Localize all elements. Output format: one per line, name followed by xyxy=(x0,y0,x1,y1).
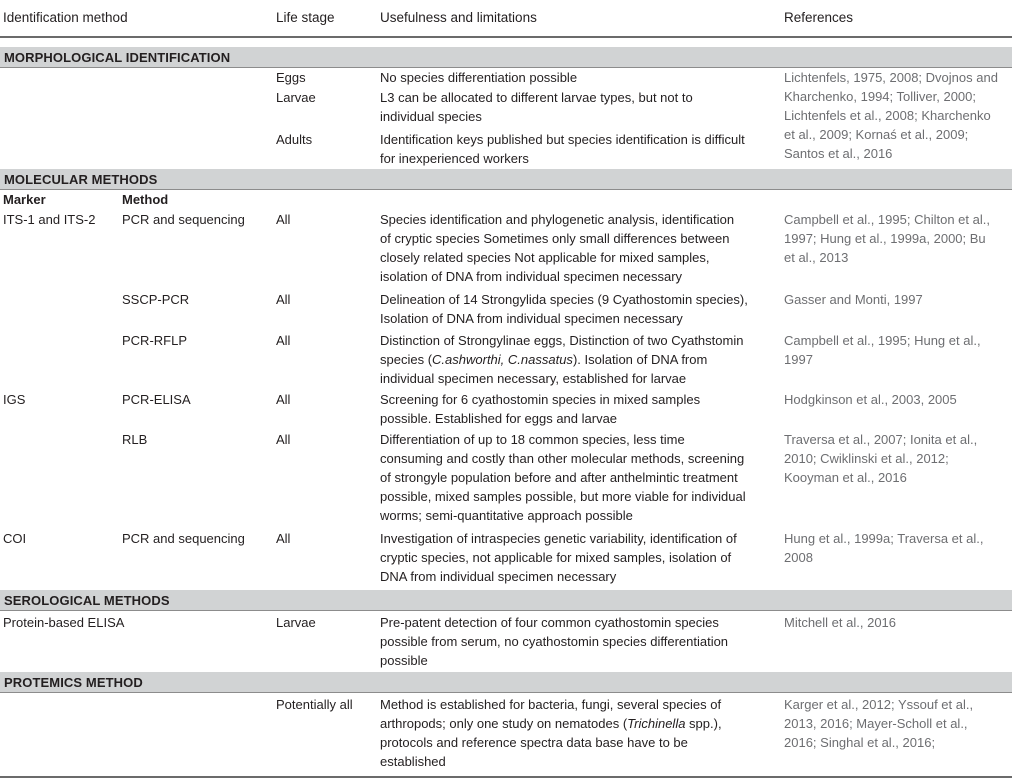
header-rule xyxy=(0,36,1012,38)
ref-its xyxy=(784,210,990,267)
section-rule xyxy=(0,692,1012,693)
stage-all: All xyxy=(276,292,291,307)
section-morphological xyxy=(0,47,1012,67)
method-pcr-seq: PCR and sequencing xyxy=(122,531,245,546)
use-adults-line: Identification keys published but species identification is difficult xyxy=(380,132,745,147)
ref-line: Hodgkinson et al., 2003, 2005 xyxy=(784,392,957,407)
section-molecular-label: MOLECULAR METHODS xyxy=(4,172,158,187)
use-text: ). Isolation of DNA from xyxy=(572,352,708,367)
stage-potentially-all: Potentially all xyxy=(276,697,353,712)
use-line: closely related species Not applicable for mixed samples, xyxy=(380,250,710,265)
use-proteomics xyxy=(380,695,722,771)
section-serological-label: SEROLOGICAL METHODS xyxy=(4,593,170,608)
marker-its: ITS-1 and ITS-2 xyxy=(3,212,96,227)
ref-line: 2016; Singhal et al., 2016; xyxy=(784,735,936,750)
use-line: Method is established for bacteria, fungi, several species of xyxy=(380,697,722,712)
subheader-marker: Marker xyxy=(3,192,46,207)
use-line: Delineation of 14 Strongylida species (9 Cyathostomin species), xyxy=(380,292,748,307)
use-line: Pre-patent detection of four common cyathostomin species xyxy=(380,615,719,630)
ref-line: Karger et al., 2012; Yssouf et al., xyxy=(784,697,974,712)
section-proteomics xyxy=(0,672,1012,692)
stage-all: All xyxy=(276,212,291,227)
use-larvae xyxy=(380,88,693,126)
use-line: cryptic species, not applicable for mixed samples, isolation of xyxy=(380,550,732,565)
section-proteomics-label: PROTEMICS METHOD xyxy=(4,675,143,690)
use-larvae-line: individual species xyxy=(380,109,482,124)
ref-line: Traversa et al., 2007; Ionita et al., xyxy=(784,432,978,447)
header-usefulness: Usefulness and limitations xyxy=(380,10,537,25)
method-sscp: SSCP-PCR xyxy=(122,292,190,307)
ref-coi xyxy=(784,529,983,567)
use-line: worms; semi-quantitative approach possible xyxy=(380,508,633,523)
use-serological xyxy=(380,613,728,670)
stage-larvae: Larvae xyxy=(276,615,316,630)
header-identification-method: Identification method xyxy=(3,10,128,25)
use-pcr-elisa xyxy=(380,390,700,428)
use-line: DNA from individual specimen necessary xyxy=(380,569,617,584)
ref-morphological xyxy=(784,68,998,163)
stage-adults: Adults xyxy=(276,132,313,147)
ref-proteomics xyxy=(784,695,973,752)
use-line: possible xyxy=(380,653,428,668)
stage-all: All xyxy=(276,333,291,348)
ref-line: Gasser and Monti, 1997 xyxy=(784,292,923,307)
use-line: possible. Established for eggs and larvae xyxy=(380,411,618,426)
method-rlb: RLB xyxy=(122,432,148,447)
ref-line: Santos et al., 2016 xyxy=(784,146,893,161)
use-pcr-rflp xyxy=(380,331,743,388)
ref-line: et al., 2009; Kornaś et al., 2009; xyxy=(784,127,969,142)
use-line: Distinction of Strongylinae eggs, Distinction of two Cyathstomin xyxy=(380,333,744,348)
use-text: species ( xyxy=(380,352,433,367)
stage-larvae: Larvae xyxy=(276,90,316,105)
stage-all: All xyxy=(276,392,291,407)
subheader-method: Method xyxy=(122,192,169,207)
ref-line: Kharchenko, 1994; Tolliver, 2000; xyxy=(784,89,977,104)
use-line: protocols and reference spectra data base have to be xyxy=(380,735,688,750)
ref-line: Mitchell et al., 2016 xyxy=(784,615,897,630)
ref-line: 2008 xyxy=(784,550,813,565)
use-line xyxy=(380,350,743,369)
marker-coi: COI xyxy=(3,531,27,546)
use-adults-line: for inexperienced workers xyxy=(380,151,529,166)
use-adults xyxy=(380,130,745,168)
ref-line: Hung et al., 1999a; Traversa et al., xyxy=(784,531,984,546)
use-line: of strongyle population before and after anthelmintic treatment xyxy=(380,470,738,485)
use-line: Investigation of intraspecies genetic variability, identification of xyxy=(380,531,737,546)
header-life-stage: Life stage xyxy=(276,10,335,25)
use-rlb xyxy=(380,430,746,525)
ref-pcr-elisa xyxy=(784,390,957,409)
use-line: possible from serum, no cyathostomin species differentiation xyxy=(380,634,729,649)
ref-line: Lichtenfels, 1975, 2008; Dvojnos and xyxy=(784,70,998,85)
ref-line: Kooyman et al., 2016 xyxy=(784,470,907,485)
ref-line: et al., 2013 xyxy=(784,250,849,265)
section-morphological-label: MORPHOLOGICAL IDENTIFICATION xyxy=(4,50,231,65)
use-line: established xyxy=(380,754,446,769)
ref-line: Campbell et al., 1995; Chilton et al., xyxy=(784,212,990,227)
marker-igs: IGS xyxy=(3,392,26,407)
ref-line: Campbell et al., 1995; Hung et al., xyxy=(784,333,981,348)
ref-line: 1997; Hung et al., 1999a, 2000; Bu xyxy=(784,231,986,246)
use-line: of cryptic species Sometimes only small differences between xyxy=(380,231,730,246)
method-pcr-rflp: PCR-RFLP xyxy=(122,333,188,348)
stage-all: All xyxy=(276,531,291,546)
use-text: arthropods; only one study on nematodes ( xyxy=(380,716,628,731)
use-its xyxy=(380,210,734,286)
ref-sscp xyxy=(784,290,923,309)
ref-line: Lichtenfels et al., 2008; Kharchenko xyxy=(784,108,991,123)
stage-all: All xyxy=(276,432,291,447)
section-serological xyxy=(0,590,1012,610)
section-rule xyxy=(0,610,1012,611)
use-line: consuming and costly than other molecular methods, screening xyxy=(380,451,745,466)
use-line: Differentiation of up to 18 common species, less time xyxy=(380,432,685,447)
use-line: individual specimen necessary, established for larvae xyxy=(380,371,687,386)
use-line: possible, mixed samples possible, but more viable for individual xyxy=(380,489,746,504)
use-sscp xyxy=(380,290,748,328)
method-protein-elisa: Protein-based ELISA xyxy=(3,615,125,630)
use-line: isolation of DNA from individual specimen necessary xyxy=(380,269,683,284)
section-molecular xyxy=(0,169,1012,189)
use-eggs: No species differentiation possible xyxy=(380,70,578,85)
use-text: spp.), xyxy=(685,716,722,731)
use-line: Species identification and phylogenetic analysis, identification xyxy=(380,212,735,227)
stage-eggs: Eggs xyxy=(276,70,306,85)
ref-line: 1997 xyxy=(784,352,813,367)
ref-rlb xyxy=(784,430,977,487)
species-italic: Trichinella xyxy=(627,716,686,731)
use-line: Isolation of DNA from individual specimen necessary xyxy=(380,311,683,326)
bottom-rule xyxy=(0,776,1012,778)
use-coi xyxy=(380,529,737,586)
ref-pcr-rflp xyxy=(784,331,981,369)
method-pcr-elisa: PCR-ELISA xyxy=(122,392,191,407)
use-line xyxy=(380,714,722,733)
use-line: Screening for 6 cyathostomin species in mixed samples xyxy=(380,392,701,407)
ref-serological xyxy=(784,613,896,632)
method-pcr-seq: PCR and sequencing xyxy=(122,212,245,227)
species-italic: C.ashworthi, C.nassatus xyxy=(432,352,573,367)
ref-line: 2013, 2016; Mayer-Scholl et al., xyxy=(784,716,968,731)
ref-line: 2010; Cwiklinski et al., 2012; xyxy=(784,451,949,466)
use-larvae-line: L3 can be allocated to different larvae types, but not to xyxy=(380,90,693,105)
header-references: References xyxy=(784,10,854,25)
